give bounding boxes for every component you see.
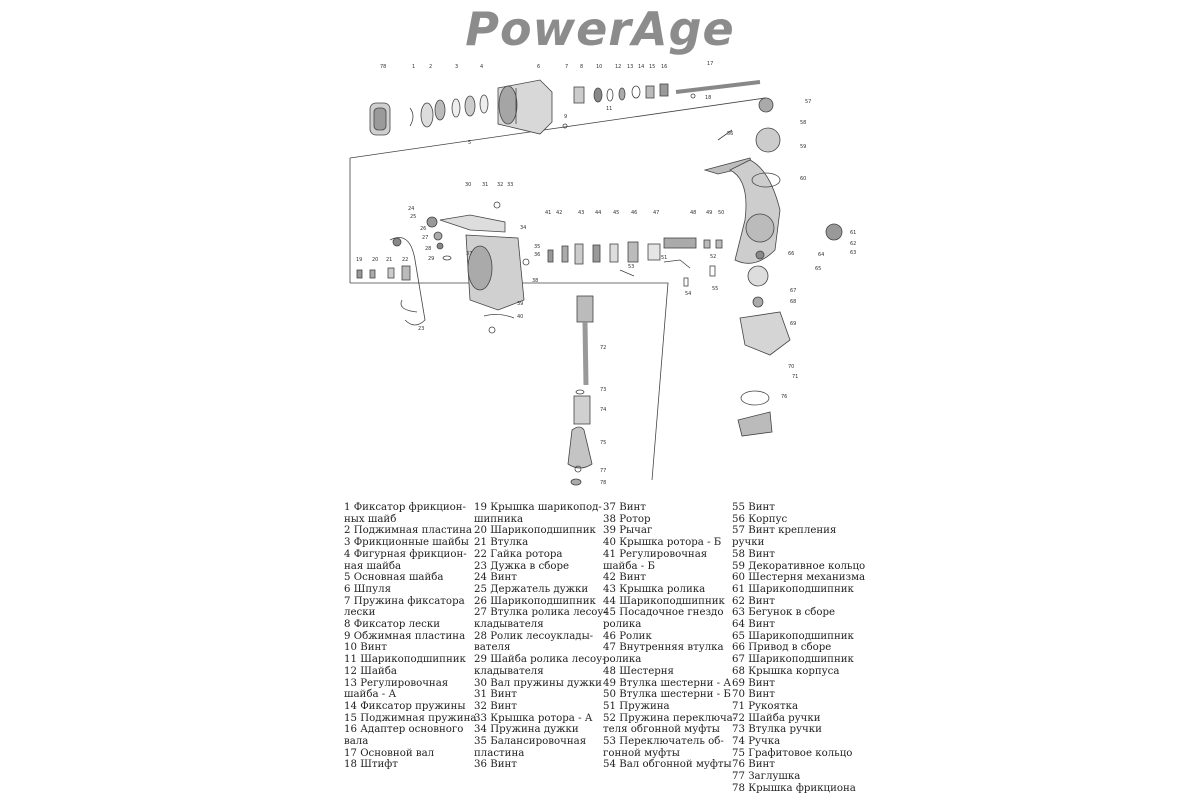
callout: 77	[600, 468, 607, 474]
part-bail-holder	[401, 300, 417, 312]
callout: 23	[418, 326, 425, 332]
callout: 57	[805, 99, 812, 105]
legend-line: 77 Заглушка	[732, 771, 801, 783]
legend-line: 39 Рычаг	[603, 525, 653, 537]
legend-line: 44 Шарикоподшипник	[603, 595, 725, 607]
legend-line: ручки	[732, 537, 765, 549]
legend-line: 47 Внутренняя втулка	[603, 642, 724, 654]
part-screw	[523, 259, 529, 265]
part-washer	[607, 89, 613, 101]
legend-line: 41 Регулировочная	[603, 548, 708, 560]
callout: 78	[600, 480, 607, 486]
callout: 38	[532, 278, 539, 284]
callout: 15	[649, 64, 656, 70]
legend-line: 60 Шестерня механизма	[732, 572, 866, 584]
callout: 6	[537, 64, 541, 70]
callout: 56	[727, 131, 734, 137]
legend-line: 9 Обжимная пластина	[344, 630, 466, 642]
callout: 68	[790, 299, 797, 305]
part-washer	[632, 86, 640, 98]
callout: 76	[781, 394, 788, 400]
legend-line: 72 Шайба ручки	[732, 712, 821, 724]
part-screw	[548, 250, 553, 262]
callout: 69	[790, 321, 797, 327]
legend-line: 59 Декоративное кольцо	[732, 560, 866, 572]
legend-line: 45 Посадочное гнездо	[603, 607, 724, 619]
callout: 67	[790, 288, 797, 294]
legend-line: 55 Винт	[732, 502, 775, 513]
part-bearing	[756, 128, 780, 152]
callout: 71	[792, 374, 799, 380]
part-bearing	[593, 245, 600, 262]
part-main-shaft	[676, 82, 760, 92]
part-spring	[646, 86, 654, 98]
legend-line: шипника	[474, 513, 524, 525]
callout: 4	[480, 64, 484, 70]
legend-line: гонной муфты	[603, 747, 680, 759]
callout: 31	[482, 182, 489, 188]
callout: 47	[653, 210, 660, 216]
part-screw	[494, 202, 500, 208]
callout: 66	[788, 251, 795, 257]
callout: 62	[850, 241, 857, 247]
legend-line: вателя	[474, 642, 511, 654]
legend-line: 13 Регулировочная	[344, 677, 449, 689]
callout: 3	[455, 64, 459, 70]
legend-line: 21 Втулка	[474, 537, 529, 549]
part-bushing	[388, 268, 394, 278]
legend-line: 43 Крышка ролика	[603, 583, 706, 595]
callout: 28	[425, 246, 432, 252]
callout: 26	[420, 226, 427, 232]
callout: 22	[402, 257, 409, 263]
callout: 13	[627, 64, 634, 70]
legend-line: 1 Фиксатор фрикцион-	[344, 502, 467, 513]
legend-line: 6 Шпуля	[344, 583, 392, 595]
part-rotor-nut	[402, 266, 410, 280]
legend-column-2	[474, 502, 607, 771]
callout: 60	[800, 176, 807, 182]
legend-line: 53 Переключатель об-	[603, 736, 724, 748]
part-roller-seat	[610, 244, 618, 262]
part-roller-bushing	[648, 244, 660, 260]
part-washer	[480, 95, 488, 113]
callout: 59	[800, 144, 807, 150]
part-bearing	[437, 243, 443, 249]
legend-line: 63 Бегунок в сборе	[732, 607, 836, 619]
callout: 33	[507, 182, 514, 188]
part-switch	[620, 270, 634, 276]
legend-line: 61 Шарикоподшипник	[732, 583, 854, 595]
legend-line: 56 Корпус	[732, 513, 788, 525]
legend-line: 33 Крышка ротора - А	[474, 712, 593, 724]
part-washer	[435, 100, 445, 120]
part-rotor-cover-b	[484, 314, 514, 318]
part-bushing	[574, 87, 584, 103]
legend-line: пластина	[474, 747, 525, 759]
legend-line: ная шайба	[344, 560, 402, 572]
legend-line: 18 Штифт	[344, 759, 398, 771]
callout: 35	[534, 244, 541, 250]
legend-line: 29 Шайба ролика лесоу-	[474, 654, 606, 666]
callout: 78	[380, 64, 387, 70]
part-shim	[562, 246, 568, 262]
legend-line: 40 Крышка ротора - Б	[603, 537, 722, 549]
part-washer	[619, 88, 625, 100]
callout: 21	[386, 257, 393, 263]
part-rotor-cover	[440, 215, 505, 232]
callout: 52	[710, 254, 717, 260]
legend-line: 28 Ролик лесоуклады-	[474, 630, 594, 642]
callout: 17	[707, 61, 714, 67]
part-spool	[499, 86, 517, 124]
legend-line: 34 Пружина дужки	[474, 724, 579, 736]
legend-line: ных шайб	[344, 513, 397, 525]
callout: 45	[613, 210, 620, 216]
legend-line: 37 Винт	[603, 502, 646, 513]
part-pinion-bushing	[704, 240, 710, 248]
legend-line: 11 Шарикоподшипник	[344, 654, 466, 666]
legend-line: теля обгонной муфты	[603, 724, 720, 736]
callout: 16	[661, 64, 668, 70]
brand-logo: PowerAge	[465, 2, 735, 56]
legend-line: 58 Винт	[732, 548, 775, 560]
callout: 75	[600, 440, 607, 446]
legend-line: 48 Шестерня	[603, 665, 674, 677]
legend-line: 73 Втулка ручки	[732, 724, 822, 736]
assembly-guide-line	[350, 283, 668, 480]
callout: 74	[600, 407, 607, 413]
part-drive-gear	[748, 266, 768, 286]
legend-line: 10 Винт	[344, 642, 387, 654]
legend-line: ролика	[603, 654, 642, 666]
legend-line: 66 Привод в сборе	[732, 642, 832, 654]
legend-line: 57 Винт крепления	[732, 525, 837, 537]
legend-line: 17 Основной вал	[344, 747, 435, 759]
part-pinion-gear	[664, 238, 696, 248]
part-handle-screw	[759, 98, 773, 112]
callout: 44	[595, 210, 602, 216]
part-graphite-ring	[741, 391, 769, 405]
part-line-roller	[427, 217, 437, 227]
legend-line: 26 Шарикоподшипник	[474, 595, 596, 607]
legend-line: 12 Шайба	[344, 665, 397, 677]
callout: 73	[600, 387, 607, 393]
callout: 63	[850, 250, 857, 256]
legend-line: 42 Винт	[603, 572, 646, 584]
legend-line: 49 Втулка шестерни - А	[603, 677, 732, 689]
legend-line: 35 Балансировочная	[474, 736, 587, 748]
legend-column-1	[344, 502, 476, 771]
legend-line: 8 Фиксатор лески	[344, 619, 441, 631]
part-bearing-cover	[357, 270, 362, 278]
callout: 70	[788, 364, 795, 370]
legend-line: кладывателя	[474, 665, 544, 677]
part-bail-screw	[393, 238, 401, 246]
legend-line: 38 Ротор	[603, 513, 651, 525]
part-spring	[664, 260, 690, 268]
callout: 11	[606, 106, 613, 112]
callout: 48	[690, 210, 697, 216]
legend-line: 62 Винт	[732, 595, 775, 607]
part-drag-cover	[738, 412, 772, 436]
part-roller-cover	[575, 244, 583, 264]
legend-line: 25 Держатель дужки	[474, 583, 589, 595]
legend-line: 5 Основная шайба	[344, 572, 444, 584]
callout: 7	[565, 64, 569, 70]
callout: 36	[534, 252, 541, 258]
legend-line: 7 Пружина фиксатора	[344, 595, 465, 607]
legend-line: 75 Графитовое кольцо	[732, 747, 853, 759]
legend-line: 15 Поджимная пружина	[344, 712, 477, 724]
legend-line: 71 Рукоятка	[732, 700, 799, 712]
part-handle-arm	[585, 322, 586, 385]
legend-line: 2 Поджимная пластина	[344, 525, 472, 537]
callout: 53	[628, 264, 635, 270]
callout: 18	[705, 95, 712, 101]
callout: 34	[520, 225, 527, 231]
part-screw	[489, 327, 495, 333]
legend-line: 24 Винт	[474, 572, 517, 584]
legend-line: 69 Винт	[732, 677, 775, 689]
callout: 9	[564, 114, 568, 120]
callout: 72	[600, 345, 607, 351]
callout: 2	[429, 64, 433, 70]
part-adapter	[660, 84, 668, 96]
callout: 24	[408, 206, 415, 212]
part-washer	[421, 103, 433, 127]
callout: 37	[466, 251, 473, 257]
part-handle-knob	[568, 427, 592, 468]
part-pin	[691, 94, 695, 98]
part-drag-knob	[374, 108, 386, 130]
legend-line: 4 Фигурная фрикцион-	[344, 548, 467, 560]
part-cap	[571, 479, 581, 485]
callout: 39	[517, 301, 524, 307]
legend-line: 64 Винт	[732, 619, 775, 631]
callout: 54	[685, 291, 692, 297]
callout: 43	[578, 210, 585, 216]
part-reel-gear	[746, 214, 774, 242]
legend-line: 65 Шарикоподшипник	[732, 630, 854, 642]
legend-line: 70 Винт	[732, 689, 775, 701]
callout: 50	[718, 210, 725, 216]
callout: 10	[596, 64, 603, 70]
legend-line: 14 Фиксатор пружины	[344, 700, 466, 712]
part-clip	[410, 108, 413, 126]
callout: 12	[615, 64, 622, 70]
callout: 30	[465, 182, 472, 188]
assembly-guide-line	[350, 98, 765, 158]
callout: 27	[422, 235, 429, 241]
legend-line: 67 Шарикоподшипник	[732, 654, 854, 666]
legend-column-3	[603, 502, 736, 771]
callout: 58	[800, 120, 807, 126]
legend-line: вала	[344, 736, 369, 748]
callout: 32	[497, 182, 504, 188]
part-pinion-bushing	[716, 240, 722, 248]
legend-line: 46 Ролик	[603, 630, 652, 642]
legend-line: 51 Пружина	[603, 700, 670, 712]
callout: 40	[517, 314, 524, 320]
callout: 64	[818, 252, 825, 258]
callout: 8	[580, 64, 584, 70]
legend-line: лески	[344, 607, 376, 619]
part-handle-washer	[576, 390, 584, 394]
part-washer	[465, 96, 475, 116]
callout: 5	[468, 140, 472, 146]
part-washer	[452, 99, 460, 117]
callout: 19	[356, 257, 363, 263]
part-clutch-shaft	[684, 278, 688, 286]
part-body-cover	[740, 312, 790, 355]
callout-labels	[356, 61, 856, 486]
callout: 29	[428, 256, 435, 262]
legend-line: 19 Крышка шарикопод-	[474, 502, 602, 513]
part-screw	[756, 251, 764, 259]
legend-line: 54 Вал обгонной муфты	[603, 759, 732, 771]
callout: 42	[556, 210, 563, 216]
callout: 46	[631, 210, 638, 216]
part-bail	[390, 238, 425, 326]
callout: 65	[815, 266, 822, 272]
legend-line: 22 Гайка ротора	[474, 548, 563, 560]
legend-line: 74 Ручка	[732, 736, 781, 748]
legend-line: 3 Фрикционные шайбы	[344, 537, 469, 549]
part-bearing	[594, 88, 602, 102]
legend-line: 23 Дужка в сборе	[474, 560, 570, 572]
legend-column-4	[732, 502, 865, 795]
part-screw	[710, 266, 715, 276]
part-roller	[628, 242, 638, 262]
part-roller-bushing	[434, 232, 442, 240]
legend-line: кладывателя	[474, 619, 544, 631]
callout: 1	[412, 64, 416, 70]
legend-line: 27 Втулка ролика лесоу-	[474, 607, 607, 619]
legend-line: 76 Винт	[732, 759, 775, 771]
part-handle-bushing	[574, 396, 590, 424]
part-bearing	[753, 297, 763, 307]
part-bearing	[370, 270, 375, 278]
part-washer	[443, 256, 451, 260]
callout: 25	[410, 214, 417, 220]
legend-line: 50 Втулка шестерни - Б	[603, 689, 731, 701]
legend-line: 30 Вал пружины дужки	[474, 677, 602, 689]
callout: 49	[706, 210, 713, 216]
callout: 51	[661, 255, 668, 261]
callout: 14	[638, 64, 645, 70]
legend-line: 78 Крышка фрикциона	[732, 782, 856, 794]
legend-line: шайба - А	[344, 689, 397, 701]
part-screw	[563, 124, 567, 128]
legend-line: 16 Адаптер основного	[344, 724, 464, 736]
legend-line: шайба - Б	[603, 560, 655, 572]
legend-line: 31 Винт	[474, 689, 517, 701]
callout: 41	[545, 210, 552, 216]
callout: 20	[372, 257, 379, 263]
part-bearing	[826, 224, 842, 240]
legend-line: ролика	[603, 619, 642, 631]
part-handle-arm	[577, 296, 593, 322]
legend-line: 52 Пружина переключа-	[603, 712, 737, 724]
callout: 61	[850, 230, 857, 236]
legend-line: 68 Крышка корпуса	[732, 665, 840, 677]
legend-line: 20 Шарикоподшипник	[474, 525, 596, 537]
legend-line: 36 Винт	[474, 759, 517, 771]
legend-line: 32 Винт	[474, 700, 517, 712]
callout: 55	[712, 286, 719, 292]
